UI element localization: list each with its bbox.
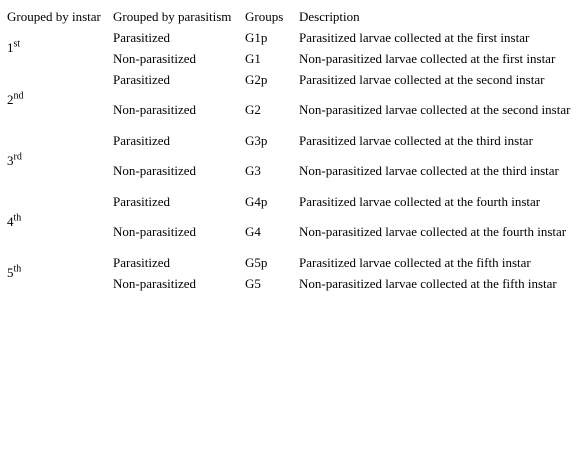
instar-suffix: rd xyxy=(13,151,22,163)
group-code-cell: G2 xyxy=(245,102,261,117)
table-row xyxy=(7,191,585,212)
header-parasitism: Grouped by parasitism xyxy=(113,9,232,24)
table-row xyxy=(7,130,585,151)
instar-number: 4 xyxy=(7,213,14,229)
parasitism-cell: Non-parasitized xyxy=(113,102,197,117)
table-container xyxy=(7,7,585,294)
instar-number: 3 xyxy=(7,152,14,168)
table-row xyxy=(7,69,585,90)
group-code-cell: G1p xyxy=(245,29,268,45)
description-cell: Parasitized larvae collected at the fourth instar xyxy=(299,193,541,209)
header-row xyxy=(7,7,585,27)
parasitism-cell: Non-parasitized xyxy=(113,224,197,239)
description-cell: Non-parasitized larvae collected at the first instar xyxy=(299,50,556,66)
parasitism-cell: Parasitized xyxy=(113,29,171,45)
header-instar: Grouped by instar xyxy=(7,9,101,24)
group-code-cell: G1 xyxy=(245,50,261,66)
instar-groups-table xyxy=(7,7,585,294)
description-cell: Parasitized larvae collected at the third instar xyxy=(299,132,533,148)
group-code-cell: G3 xyxy=(245,163,261,178)
instar-suffix: th xyxy=(13,263,22,275)
table-row xyxy=(7,27,585,48)
group-code-cell: G4p xyxy=(245,193,268,209)
header-description: Description xyxy=(299,9,360,24)
instar-cell xyxy=(7,27,113,69)
parasitism-cell: Parasitized xyxy=(113,71,171,87)
table-body xyxy=(7,27,585,294)
description-cell: Non-parasitized larvae collected at the third instar xyxy=(299,163,559,178)
group-code-cell: G2p xyxy=(245,71,268,87)
description-cell: Non-parasitized larvae collected at the second instar xyxy=(299,102,571,117)
table-header xyxy=(7,7,585,27)
description-cell: Parasitized larvae collected at the fifth instar xyxy=(299,254,531,270)
instar-cell xyxy=(7,252,113,294)
description-cell: Parasitized larvae collected at the second instar xyxy=(299,71,545,87)
parasitism-cell: Parasitized xyxy=(113,254,171,270)
instar-cell xyxy=(7,130,113,191)
instar-suffix: st xyxy=(13,38,21,50)
description-cell: Non-parasitized larvae collected at the fifth instar xyxy=(299,275,557,291)
parasitism-cell: Parasitized xyxy=(113,132,171,148)
instar-cell xyxy=(7,191,113,252)
instar-suffix: nd xyxy=(13,90,24,102)
description-cell: Parasitized larvae collected at the first instar xyxy=(299,29,530,45)
instar-suffix: th xyxy=(13,212,22,224)
instar-cell xyxy=(7,69,113,130)
instar-number: 5 xyxy=(7,265,14,280)
parasitism-cell: Non-parasitized xyxy=(113,275,197,291)
instar-number: 1 xyxy=(7,40,14,55)
description-cell: Non-parasitized larvae collected at the fourth instar xyxy=(299,224,567,239)
group-code-cell: G5 xyxy=(245,275,261,291)
parasitism-cell: Non-parasitized xyxy=(113,163,197,178)
group-code-cell: G4 xyxy=(245,224,261,239)
parasitism-cell: Parasitized xyxy=(113,193,171,209)
instar-number: 2 xyxy=(7,91,14,107)
group-code-cell: G5p xyxy=(245,254,268,270)
parasitism-cell: Non-parasitized xyxy=(113,50,197,66)
table-row xyxy=(7,252,585,273)
group-code-cell: G3p xyxy=(245,132,268,148)
header-groups: Groups xyxy=(245,9,284,24)
